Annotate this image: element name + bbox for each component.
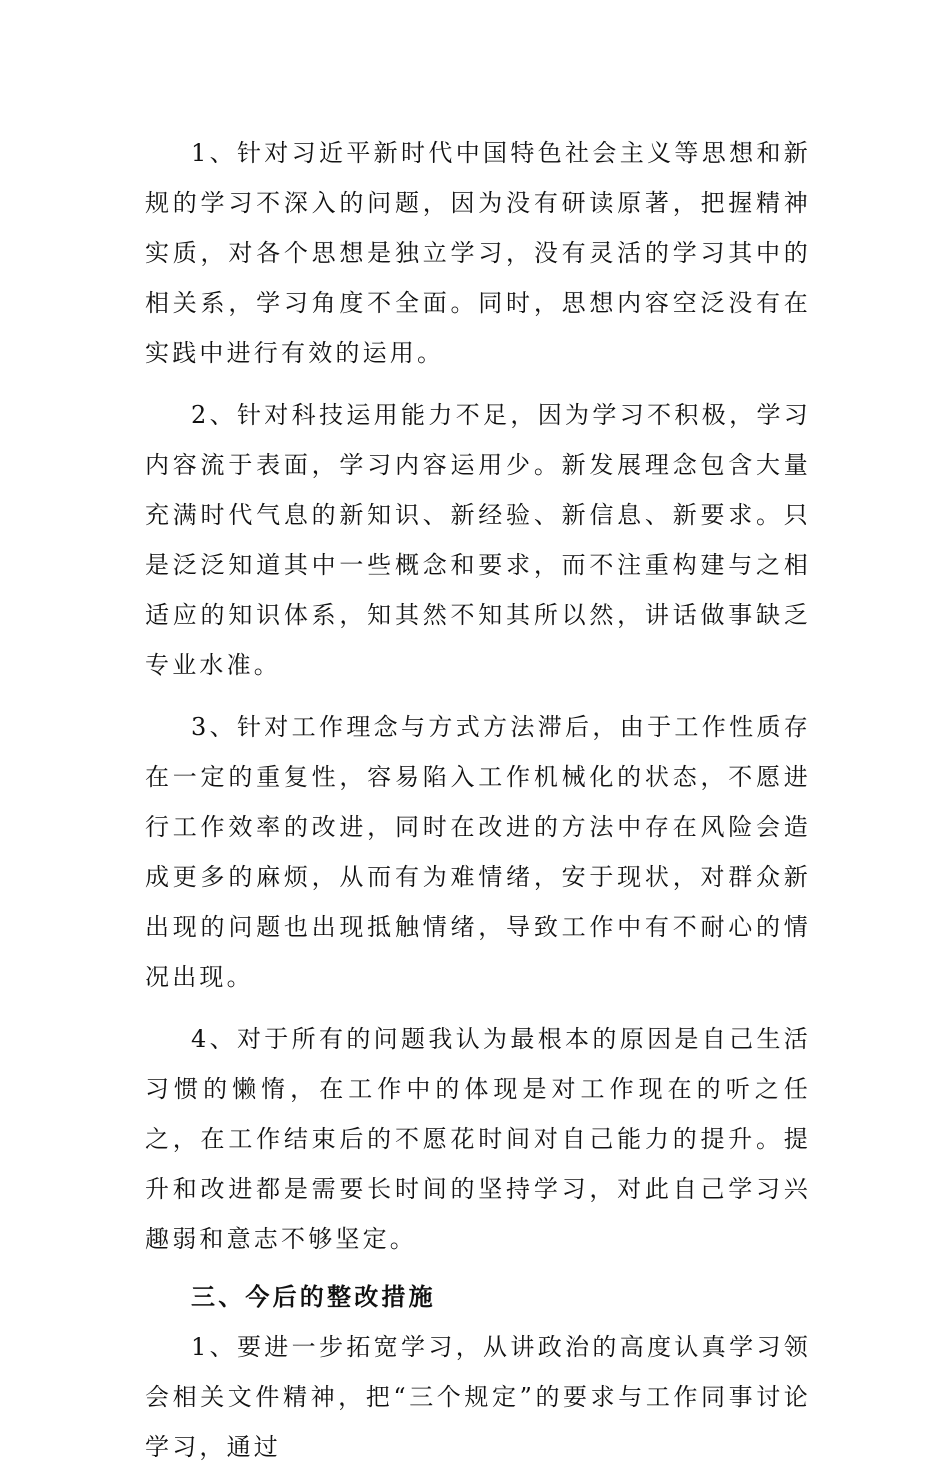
- paragraph-3: 3、针对工作理念与方式方法滞后，由于工作性质存在一定的重复性，容易陷入工作机械化的状态，不愿进行工作效率的改进，同时在改进的方法中存在风险会造成更多的麻烦，从而有为难情绪，安于现状，对群众新出现的问题也出现抵触情绪，导致工作中有不耐心的情况出现。: [145, 713, 811, 991]
- paragraph-2: 2、针对科技运用能力不足，因为学习不积极，学习内容流于表面，学习内容运用少。新发展理念包含大量充满时代气息的新知识、新经验、新信息、新要求。只是泛泛知道其中一些概念和要求，而不注重构建与之相适应的知识体系，知其然不知其所以然，讲话做事缺乏专业水准。: [145, 401, 811, 679]
- document-body: [145, 128, 811, 1472]
- paragraph-measure-1: 1、要进一步拓宽学习，从讲政治的高度认真学习领会相关文件精神，把“三个规定”的要求与工作同事讨论学习，通过: [145, 1333, 811, 1461]
- paragraph-4: 4、对于所有的问题我认为最根本的原因是自己生活习惯的懒惰，在工作中的体现是对工作现在的听之任之，在工作结束后的不愿花时间对自己能力的提升。提升和改进都是需要长时间的坚持学习，对此自己学习兴趣弱和意志不够坚定。: [145, 1025, 811, 1253]
- section-heading: 三、今后的整改措施: [191, 1282, 436, 1311]
- paragraph-1: 1、针对习近平新时代中国特色社会主义等思想和新规的学习不深入的问题，因为没有研读原著，把握精神实质，对各个思想是独立学习，没有灵活的学习其中的相关系，学习角度不全面。同时，思想内容空泛没有在实践中进行有效的运用。: [145, 139, 811, 367]
